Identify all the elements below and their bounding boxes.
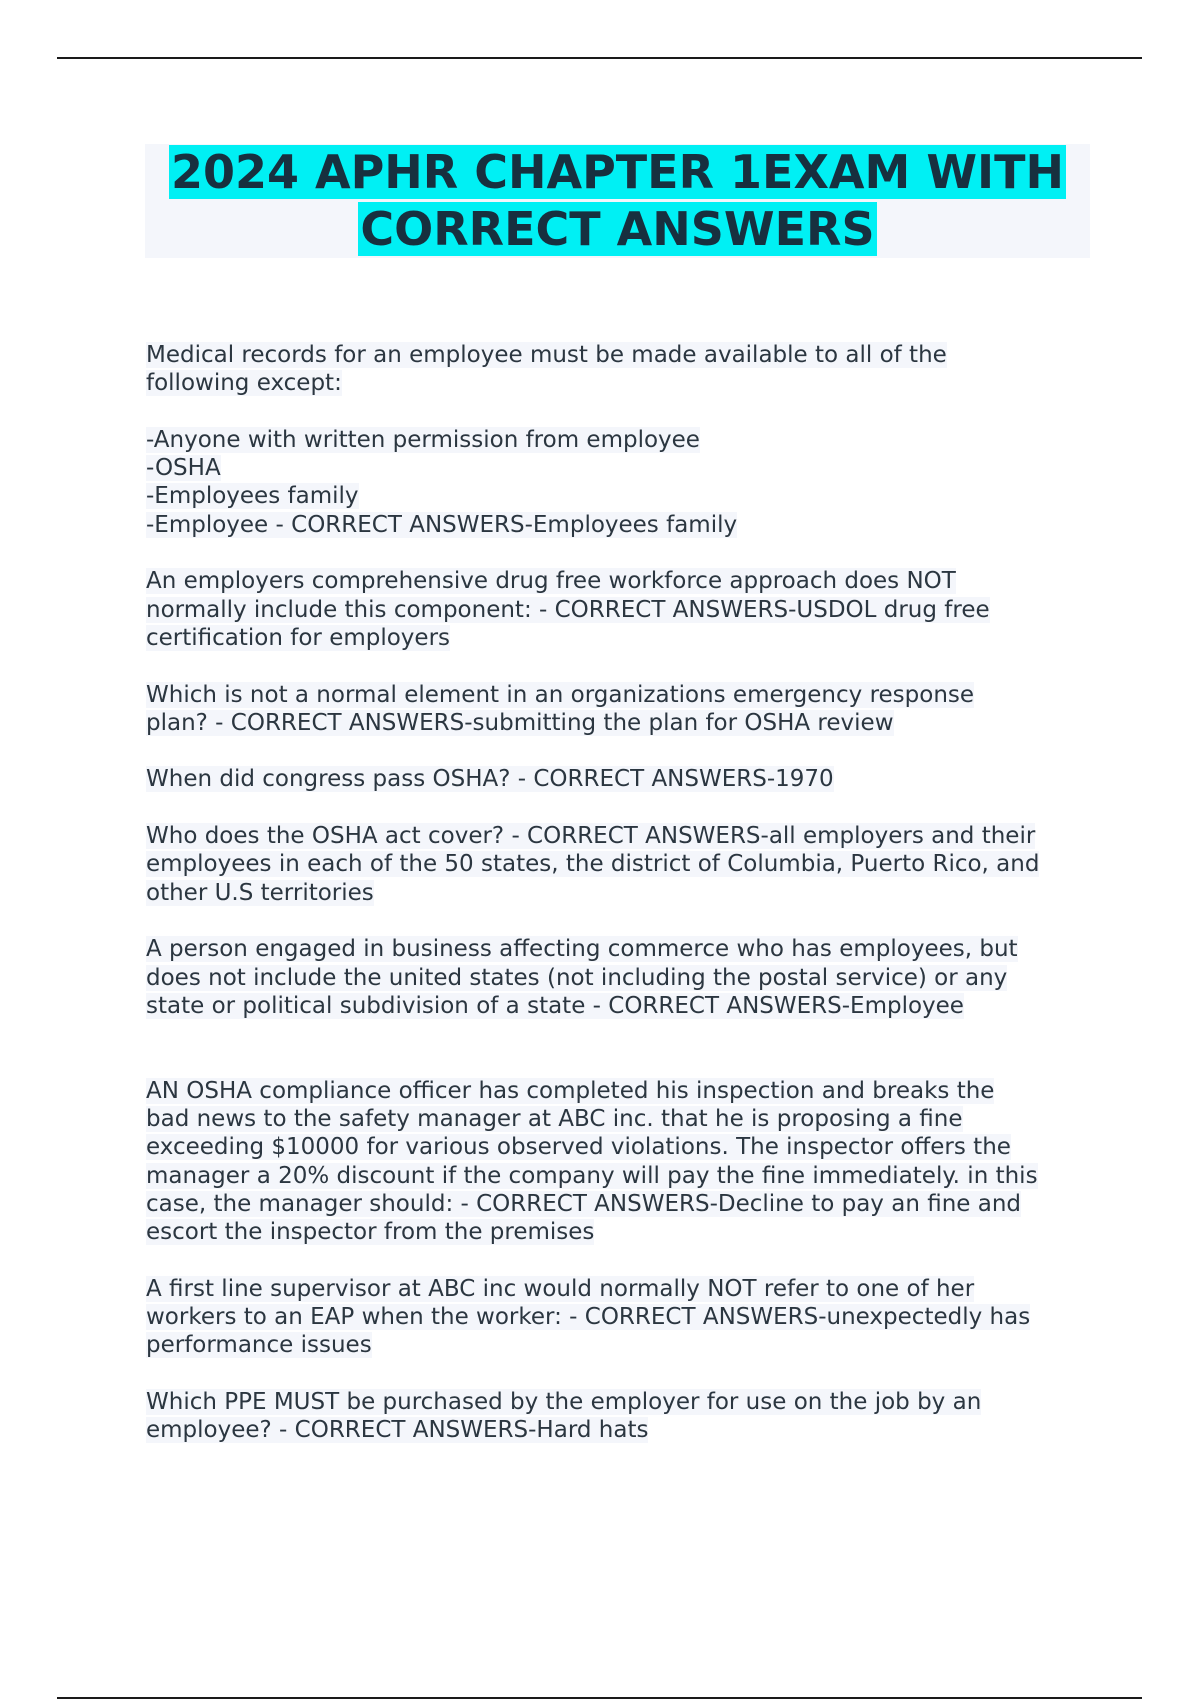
qa-line [146,1105,1096,1133]
qa-line-text: workers to an EAP when the worker: - CORRECT ANSWERS-unexpectedly has [146,1304,1031,1331]
qa-line [146,454,1096,482]
qa-item [146,822,1096,907]
qa-line [146,992,1096,1020]
qa-line [146,1218,1096,1246]
qa-line-text: does not include the united states (not including the postal service) or any [146,964,1008,991]
qa-line-text: When did congress pass OSHA? - CORRECT ANSWERS-1970 [146,766,834,793]
qa-line [146,1303,1096,1331]
qa-line [146,596,1096,624]
qa-line-text: escort the inspector from the premises [146,1219,595,1246]
qa-line [146,369,1096,397]
question-answer-list [146,341,1096,1473]
qa-line-text: AN OSHA compliance officer has completed his inspection and breaks the [146,1077,995,1104]
qa-line-text: A person engaged in business affecting commerce who has employees, but [146,936,1018,963]
qa-line [146,1077,1096,1105]
qa-line-text: Medical records for an employee must be made available to all of the [146,342,947,368]
qa-item [146,1388,1096,1445]
qa-line-text: -OSHA [146,455,221,482]
qa-line-text: -Employee - CORRECT ANSWERS-Employees family [146,511,738,538]
qa-line [146,482,1096,510]
qa-item [146,1077,1096,1247]
qa-line-text: performance issues [146,1332,372,1359]
qa-line [146,879,1096,907]
qa-line-text: An employers comprehensive drug free workforce approach does NOT [146,568,956,595]
qa-line [146,765,1096,793]
qa-line-text: case, the manager should: - CORRECT ANSWERS-Decline to pay an fine and [146,1190,1021,1217]
qa-item [146,935,1096,1020]
qa-line [146,511,1096,539]
qa-line-text: A first line supervisor at ABC inc would normally NOT refer to one of her [146,1275,975,1302]
document-title [145,144,1090,258]
qa-line [146,709,1096,737]
top-rule [57,57,1142,59]
qa-item [146,341,1096,539]
qa-line-text: Which is not a normal element in an organizations emergency response [146,681,975,708]
qa-line [146,935,1096,963]
title-line-2: CORRECT ANSWERS [360,202,875,256]
qa-line-text: normally include this component: - CORRECT ANSWERS-USDOL drug free [146,596,990,623]
qa-line-text: following except: [146,370,342,397]
qa-line-text: Who does the OSHA act cover? - CORRECT ANSWERS-all employers and their [146,823,1036,850]
bottom-rule [57,1697,1142,1699]
qa-line [146,681,1096,709]
qa-line-text: plan? - CORRECT ANSWERS-submitting the plan for OSHA review [146,709,894,736]
blank-line [146,398,1096,426]
qa-line [146,1190,1096,1218]
qa-line-text: -Anyone with written permission from employee [146,426,700,453]
qa-line-text: employees in each of the 50 states, the district of Columbia, Puerto Rico, and [146,851,1040,878]
qa-line [146,624,1096,652]
qa-line [146,1275,1096,1303]
qa-line [146,567,1096,595]
qa-line [146,850,1096,878]
qa-line [146,426,1096,454]
qa-item [146,681,1096,738]
qa-line [146,1162,1096,1190]
qa-line [146,1388,1096,1416]
qa-line [146,1331,1096,1359]
qa-line-text: Which PPE MUST be purchased by the employer for use on the job by an [146,1388,982,1415]
title-line-1: 2024 APHR CHAPTER 1EXAM WITH [170,145,1065,199]
qa-line-text: other U.S territories [146,879,374,906]
qa-item [146,567,1096,652]
qa-line [146,341,1096,369]
qa-line-text: exceeding $10000 for various observed violations. The inspector offers the [146,1134,1011,1161]
qa-line-text: -Employees family [146,483,359,510]
qa-line-text: manager a 20% discount if the company will pay the fine immediately. in this [146,1162,1038,1189]
qa-line-text: employee? - CORRECT ANSWERS-Hard hats [146,1417,649,1444]
qa-line [146,1416,1096,1444]
qa-line-text: state or political subdivision of a state - CORRECT ANSWERS-Employee [146,992,964,1019]
qa-line [146,964,1096,992]
qa-item [146,765,1096,793]
qa-line-text: certification for employers [146,624,451,651]
qa-line [146,822,1096,850]
qa-line [146,1133,1096,1161]
qa-item [146,1275,1096,1360]
qa-line-text: bad news to the safety manager at ABC inc. that he is proposing a fine [146,1106,963,1133]
